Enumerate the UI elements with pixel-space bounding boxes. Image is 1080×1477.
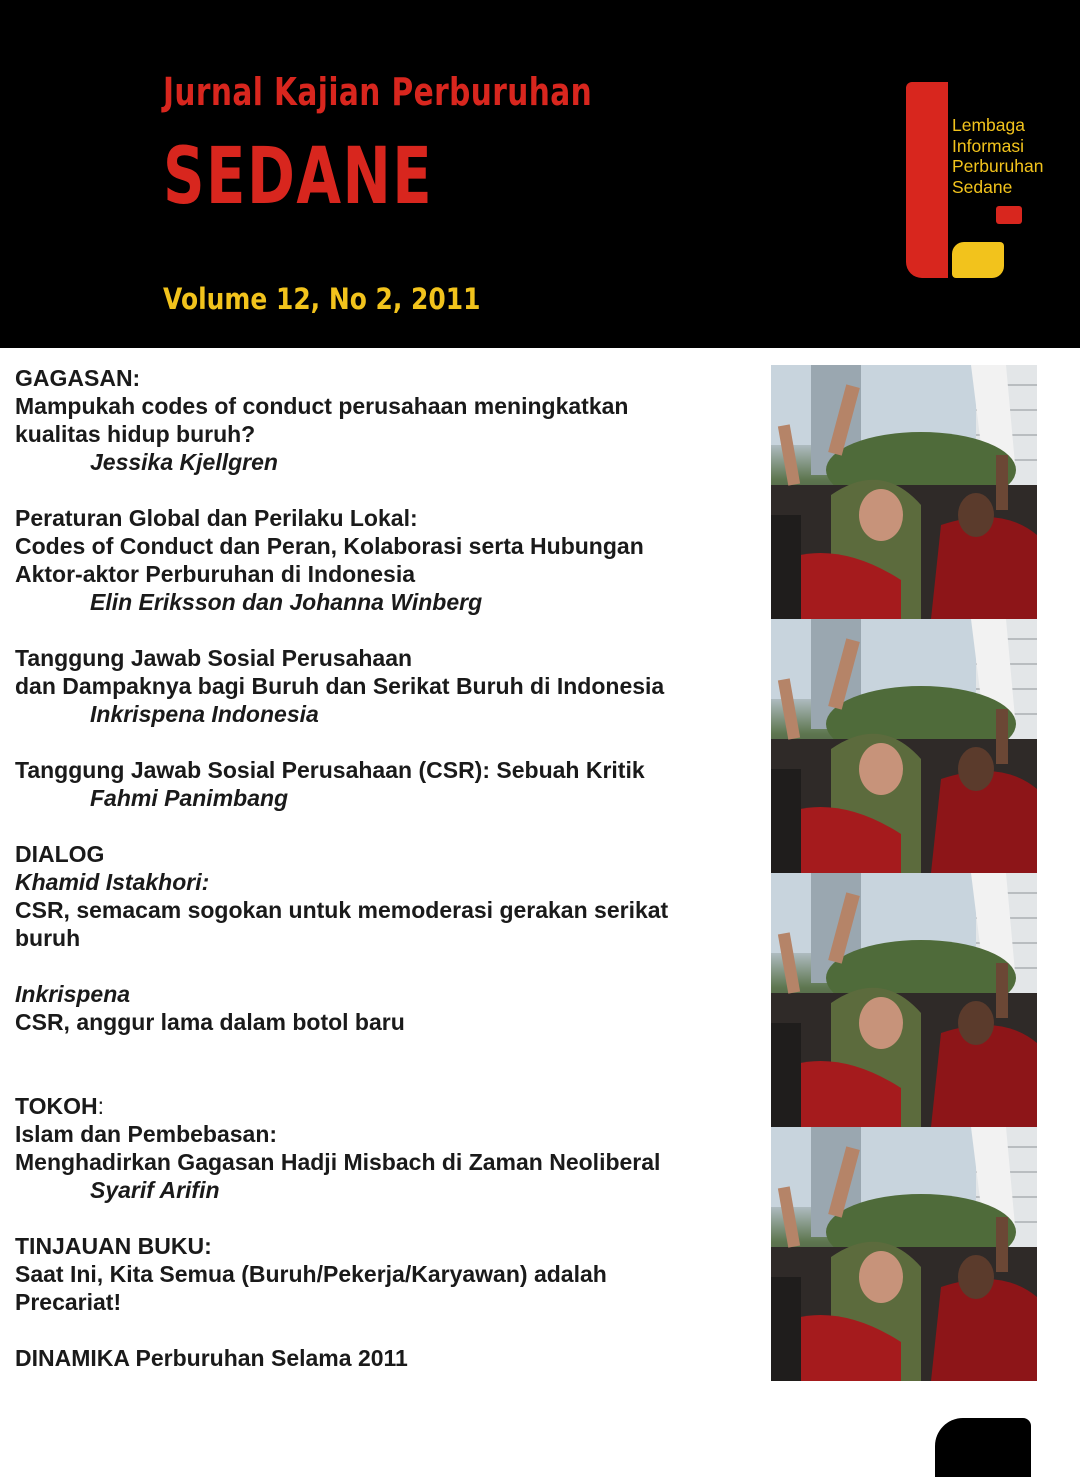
journal-title: SEDANE [163, 132, 434, 222]
article-title: Islam dan Pembebasan: [15, 1121, 278, 1147]
publisher-name [952, 115, 1043, 197]
logo-dot [952, 242, 1004, 278]
cover-photo-strip [771, 365, 1037, 1381]
dinamika-word: DINAMIKA [15, 1345, 130, 1371]
dinamika-rest: Perburuhan Selama 2011 [129, 1345, 408, 1371]
article-author: Syarif Arifin [90, 1177, 220, 1203]
tokoh-colon: : [97, 1093, 105, 1119]
journal-volume: Volume 12, No 2, 2011 [163, 282, 481, 316]
article-author: Fahmi Panimbang [90, 785, 289, 811]
article-title: CSR, anggur lama dalam botol baru [15, 1009, 405, 1035]
tokoh-word: TOKOH [15, 1093, 98, 1119]
table-of-contents [15, 364, 755, 1372]
protest-photo [771, 619, 1037, 873]
publisher-name-line: Sedane [952, 176, 1013, 197]
article-title: Peraturan Global dan Perilaku Lokal: [15, 505, 418, 531]
article-title: dan Dampaknya bagi Buruh dan Serikat Buruh di Indonesia [15, 673, 665, 699]
dialog-speaker: Inkrispena [15, 981, 131, 1007]
protest-photo [771, 365, 1037, 619]
article-title: Menghadirkan Gagasan Hadji Misbach di Zaman Neoliberal [15, 1149, 661, 1175]
section-heading-tokoh [15, 1092, 755, 1120]
article-author: Elin Eriksson dan Johanna Winberg [90, 589, 483, 615]
corner-tab-decoration [935, 1418, 1031, 1477]
article-title: Saat Ini, Kita Semua (Buruh/Pekerja/Karyawan) adalah [15, 1261, 607, 1287]
article-author: Inkrispena Indonesia [90, 701, 319, 727]
section-heading-dialog: DIALOG [15, 841, 105, 867]
section-heading-dinamika [15, 1344, 755, 1372]
article-title: buruh [15, 925, 81, 951]
publisher-name-line: Perburuhan [952, 156, 1044, 176]
journal-name: Jurnal Kajian Perburuhan [163, 70, 593, 114]
article-author: Jessika Kjellgren [90, 449, 278, 475]
protest-photo [771, 873, 1037, 1127]
dialog-speaker: Khamid Istakhori: [15, 869, 210, 895]
article-title: Precariat! [15, 1289, 122, 1315]
publisher-name-line: Lembaga [952, 115, 1025, 135]
section-heading-tinjauan-buku: TINJAUAN BUKU: [15, 1233, 212, 1259]
logo-bar [906, 82, 948, 278]
article-title: Mampukah codes of conduct perusahaan meningkatkan [15, 393, 629, 419]
protest-photo [771, 1127, 1037, 1381]
article-title: CSR, semacam sogokan untuk memoderasi gerakan serikat [15, 897, 669, 923]
article-title: Tanggung Jawab Sosial Perusahaan [15, 645, 413, 671]
article-title: Tanggung Jawab Sosial Perusahaan (CSR): Sebuah Kritik [15, 757, 645, 783]
logo-dash [996, 206, 1022, 224]
article-title: Aktor-aktor Perburuhan di Indonesia [15, 561, 415, 587]
publisher-name-line: Informasi [952, 135, 1024, 156]
article-title: Codes of Conduct dan Peran, Kolaborasi serta Hubungan [15, 533, 644, 559]
article-title: kualitas hidup buruh? [15, 421, 256, 447]
section-heading-gagasan: GAGASAN: [15, 365, 141, 391]
